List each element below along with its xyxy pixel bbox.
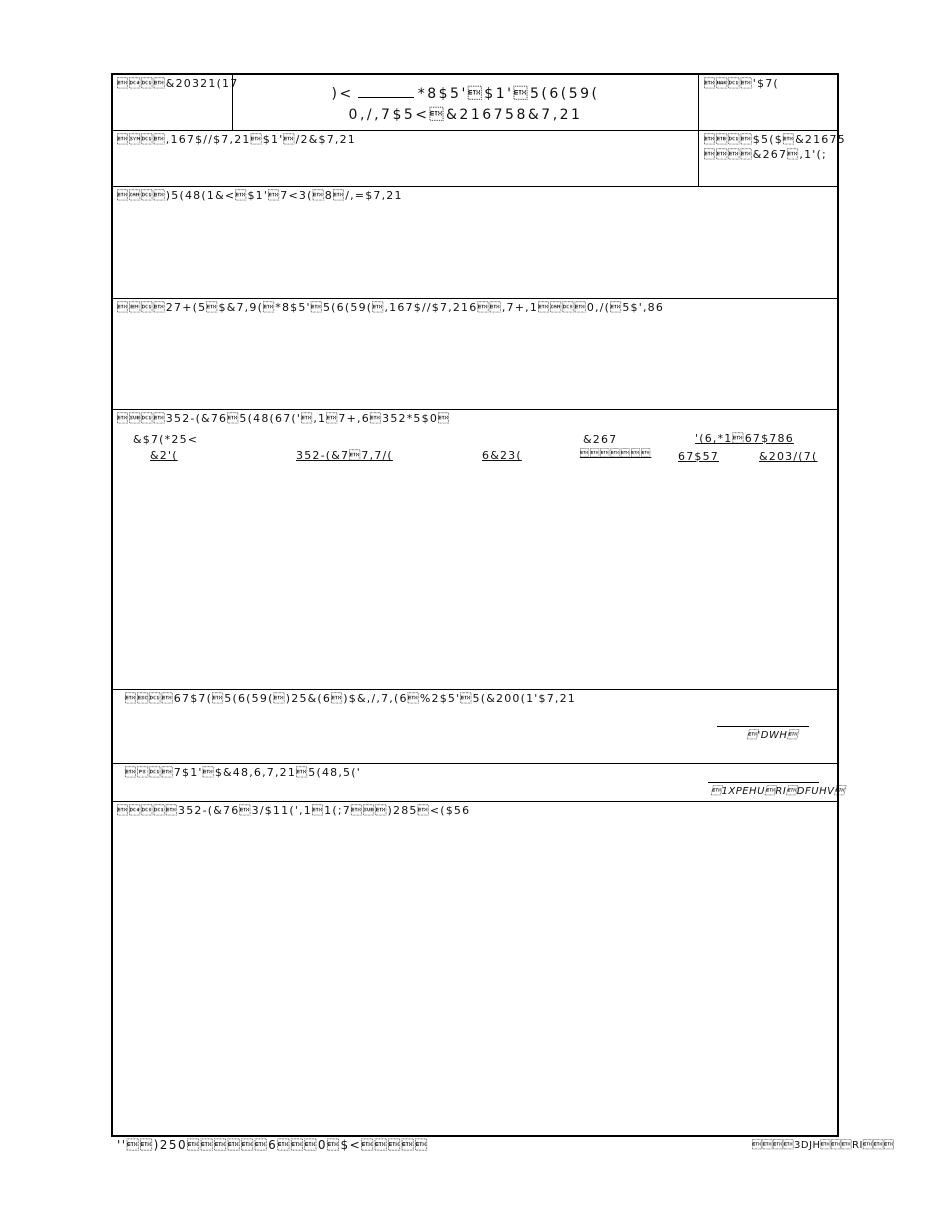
col-project-title: 352-(&77,7/( [296,449,393,462]
installation-label: ,167$//$7,21$1'/2&$7,21 [117,133,356,146]
title-prefix: )< [331,86,354,102]
col-complete: &203/(7( [759,450,818,463]
comment-label: &20321(17 [117,77,239,90]
other-activities-field[interactable] [113,317,833,407]
page-number: 3DJHRI [752,1140,895,1151]
col-scope: 6&23( [482,449,522,462]
planning-label:  7$1'$&48,6,7,215(48,5(' [125,766,361,779]
form-frame [111,73,846,1137]
rule-5 [113,689,837,690]
acres-line[interactable] [708,782,819,783]
rule-2 [113,186,837,187]
pending-projects-label: 352-(&763/$11(',11(;7)285<($56 [117,804,471,817]
frequency-field[interactable] [113,205,833,295]
area-code-label-1: $5($&21675 [704,133,846,146]
projects-label: 352-(&765(48(67(',17+,6352*5$0 [117,412,451,425]
divider-date [698,75,699,186]
col-start: 67$57 [678,450,719,463]
acres-caption: 1XPEHURIDFUHV [711,786,845,797]
frequency-label: )5(48(1&<$1'7<3(8/,=$7,21 [117,189,403,202]
date-label: '$7( [704,77,779,90]
col-cost-bottom:  [580,449,652,459]
col-design-status: '(6,*167$786 [695,432,794,445]
other-activities-label: 27+(5$&7,9(*8$5'5(6(59(,167$//$7,216,7+,10,/(5$',86 [117,301,665,314]
estimated-label: 67$7(5(6(59()25&(6)$&,/,7,(6%2$5'5(&200(1'$7,21 [125,692,577,705]
rule-3 [113,298,837,299]
form-identifier: '')25060$< [117,1138,429,1152]
col-cost-top: &267 [583,433,618,446]
col-code: &2'( [150,449,178,462]
form-title-line1 [233,86,698,102]
title-main: *8$5'$1'5(6(59( [417,86,600,102]
area-code-label-2: &267,1'(; [704,148,827,161]
rule-4 [113,409,837,410]
form-title-line2: 0,/,7$5<&216758&7,21 [348,107,583,123]
rule-6 [113,763,837,764]
rule-1 [113,130,837,131]
col-category-top: &$7(*25< [133,433,199,446]
date-signature-line[interactable] [717,726,809,727]
rule-7 [113,801,837,802]
projects-table-body[interactable] [113,469,833,687]
date-caption: 'DWH [747,730,798,741]
fiscal-year-blank [358,96,414,98]
pending-projects-field[interactable] [113,821,833,1131]
